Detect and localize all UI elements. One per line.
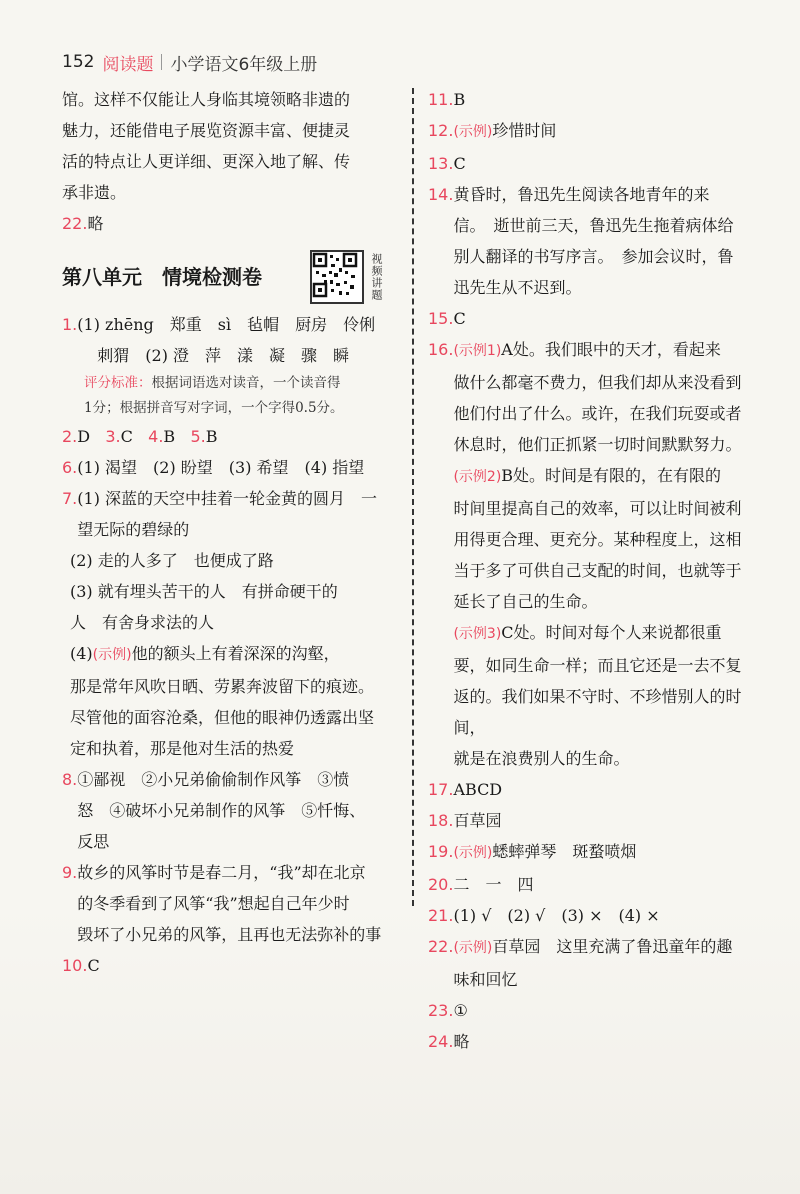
- question-number: 13.: [428, 154, 454, 173]
- answer-line: [453, 931, 765, 964]
- question-number: 22.: [62, 214, 88, 233]
- answer-6: [62, 452, 406, 483]
- answer-line: 尽管他的面容沧桑，但他的眼神仍透露出坚: [70, 708, 375, 727]
- answer-text: C: [87, 956, 100, 975]
- answer-line: 的冬季看到了风筝“我”想起自己年少时: [77, 894, 350, 913]
- answer-text: ①: [453, 1001, 468, 1020]
- answer-line: [453, 334, 765, 367]
- answer-text: B: [205, 427, 218, 446]
- question-number: 22.: [428, 937, 454, 956]
- qr-code-icon[interactable]: [310, 250, 364, 304]
- question-number: 19.: [428, 842, 454, 861]
- answer-text: 百草园 这里充满了鲁迅童年的趣: [492, 937, 733, 956]
- question-number: 23.: [428, 1001, 454, 1020]
- answer-19: [428, 836, 765, 869]
- answer-line: 那是常年风吹日晒、劳累奔波留下的痕迹。: [70, 677, 375, 696]
- answer-text: B处。时间是有限的，在有限的: [501, 466, 722, 485]
- answer-text: ABCD: [453, 780, 503, 799]
- answer-line: 做什么都毫不费力，但我们却从来没看到: [453, 373, 742, 392]
- question-number: 24.: [428, 1032, 454, 1051]
- answer-line: 时间里提高自己的效率，可以让时间被利: [453, 499, 742, 518]
- answer-text: A处。我们眼中的天才，看起来: [501, 340, 721, 359]
- answer-line: 望无际的碧绿的: [77, 520, 190, 539]
- question-number: 20.: [428, 875, 454, 894]
- question-number: 17.: [428, 780, 454, 799]
- answer-20: [428, 869, 765, 900]
- question-number: 10.: [62, 956, 88, 975]
- answer-7: [62, 483, 406, 545]
- answer-line: 毁坏了小兄弟的风筝，且再也无法弥补的事: [77, 925, 382, 944]
- answer-line: 他们付出了什么。或许，在我们玩耍或者: [453, 404, 742, 423]
- intro-line: 活的特点让人更详细、更深入地了解、传: [62, 152, 351, 171]
- answer-line: [453, 460, 765, 493]
- sub-question-number: (4): [70, 644, 93, 663]
- answer-line: (3) 就有埋头苦干的人 有拼命硬干的: [70, 582, 338, 601]
- question-number: 16.: [428, 340, 454, 359]
- answer-line: 休息时，他们正抓紧一切时间默默努力。: [453, 435, 742, 454]
- column-divider: [412, 88, 414, 906]
- answer-2-5: [62, 421, 406, 452]
- question-number: 6.: [62, 458, 78, 477]
- answer-line: (1) 深蓝的天空中挂着一轮金黄的圆月 一: [77, 489, 378, 508]
- answer-text: 百草园: [453, 811, 502, 830]
- question-number: 7.: [62, 489, 78, 508]
- answer-line: 要，如同生命一样；而且它还是一去不复: [453, 656, 742, 675]
- answer-line: (2) 走的人多了 也便成了路: [70, 551, 274, 570]
- example-tag: (示例2): [453, 469, 502, 485]
- example-tag: (示例): [453, 124, 493, 140]
- question-number: 15.: [428, 309, 454, 328]
- answer-text: 蟋蟀弹琴 斑蝥喷烟: [492, 842, 637, 861]
- question-number: 9.: [62, 863, 78, 882]
- answer-11: [428, 84, 765, 115]
- answer-text: C: [453, 154, 466, 173]
- answer-17: [428, 774, 765, 805]
- page-header: [62, 50, 317, 74]
- answer-text: 略: [87, 214, 104, 233]
- answer-line: 用得更合理、更充分。某种程度上，这相: [453, 530, 742, 549]
- page-number: 152: [62, 52, 95, 72]
- criteria-label: 评分标准：: [84, 375, 152, 391]
- example-tag: (示例): [92, 647, 132, 663]
- answer-line: 故乡的风筝时节是春二月，“我”却在北京: [77, 863, 366, 882]
- answer-line: 定和执着，那是他对生活的热爱: [70, 739, 295, 758]
- example-tag: (示例1): [453, 343, 502, 359]
- answer-21: [428, 900, 765, 931]
- answer-24: [428, 1026, 765, 1057]
- answer-16: [428, 334, 765, 774]
- section-label: 阅读题: [102, 54, 154, 75]
- scoring-criteria: [62, 371, 406, 421]
- question-number: 2.: [62, 427, 78, 446]
- answer-line: [62, 638, 406, 671]
- criteria-text: 1分；根据拼音写对字词，一个字得0.5分。: [84, 400, 344, 416]
- intro-line: 魅力，还能借电子展览资源丰富、便捷灵: [62, 121, 351, 140]
- answer-line: 反思: [77, 832, 110, 851]
- answer-line: 人 有舍身求法的人: [70, 613, 215, 632]
- answer-23: [428, 995, 765, 1026]
- answer-line: 别人翻译的书写序言。 参加会议时，鲁: [453, 247, 734, 266]
- answer-line: 信。 逝世前三天，鲁迅先生拖着病体给: [453, 216, 734, 235]
- answer-text: 二 一 四: [453, 875, 534, 894]
- question-number: 5.: [190, 427, 206, 446]
- right-column: [428, 84, 765, 1057]
- answer-8: [62, 764, 406, 857]
- answer-text: 他的额头上有着深深的沟壑，: [131, 644, 340, 663]
- answer-15: [428, 303, 765, 334]
- answer-line: 延长了自己的生命。: [453, 592, 598, 611]
- unit-title: 第八单元 情境检测卷: [62, 264, 262, 289]
- answer-text: C处。时间对每个人来说都很重: [501, 623, 722, 642]
- answer-text: C: [120, 427, 133, 446]
- criteria-text: 根据词语选对读音，一个读音得: [151, 375, 341, 391]
- answer-22-right: [428, 931, 765, 995]
- answer-line: 返的。我们如果不守时、不珍惜别人的时间，: [453, 687, 742, 737]
- answer-text: D: [77, 427, 91, 446]
- question-number: 1.: [62, 315, 78, 334]
- book-title: 小学语文6年级上册: [170, 54, 318, 75]
- answer-line: 就是在浪费别人的生命。: [453, 749, 630, 768]
- answer-text: 珍惜时间: [492, 121, 557, 140]
- video-explanation-label: 视频讲题: [370, 253, 383, 301]
- answer-line: 刺猬 (2) 澄 萍 漾 凝 骤 瞬: [97, 346, 350, 365]
- answer-line: (1) zhēng 郑重 sì 毡帽 厨房 伶俐: [77, 315, 376, 334]
- question-number: 21.: [428, 906, 454, 925]
- answer-line: ①鄙视 ②小兄弟偷偷制作风筝 ③愤: [77, 770, 350, 789]
- answer-line: [453, 617, 765, 650]
- intro-line: 馆。这样不仅能让人身临其境领略非遗的: [62, 90, 351, 109]
- example-tag: (示例): [453, 940, 493, 956]
- answer-text: 略: [453, 1032, 470, 1051]
- answer-line: 当于多了可供自己支配的时间，也就等于: [453, 561, 742, 580]
- answer-text: C: [453, 309, 466, 328]
- question-number: 14.: [428, 185, 454, 204]
- question-number: 11.: [428, 90, 454, 109]
- intro-line: 承非遗。: [62, 183, 127, 202]
- answer-12: [428, 115, 765, 148]
- answer-22-left: [62, 208, 406, 239]
- unit-title-row: [62, 249, 406, 305]
- answer-line: 迅先生从不迟到。: [453, 278, 582, 297]
- answer-text: B: [163, 427, 176, 446]
- answer-1: [62, 309, 406, 371]
- answer-18: [428, 805, 765, 836]
- answer-text: (1) √ (2) √ (3) × (4) ×: [453, 906, 660, 925]
- answer-9: [62, 857, 406, 950]
- question-number: 4.: [148, 427, 164, 446]
- example-tag: (示例): [453, 845, 493, 861]
- answer-10: [62, 950, 406, 981]
- question-number: 3.: [105, 427, 121, 446]
- question-number: 12.: [428, 121, 454, 140]
- left-column: [62, 84, 406, 981]
- answer-13: [428, 148, 765, 179]
- answer-14: [428, 179, 765, 303]
- question-number: 8.: [62, 770, 78, 789]
- answer-line: 黄昏时，鲁迅先生阅读各地青年的来: [453, 185, 710, 204]
- answer-text: B: [453, 90, 466, 109]
- answer-line: 味和回忆: [453, 970, 518, 989]
- header-separator: [161, 54, 162, 70]
- question-number: 18.: [428, 811, 454, 830]
- answer-text: (1) 渴望 (2) 盼望 (3) 希望 (4) 指望: [77, 458, 365, 477]
- answer-line: 怒 ④破坏小兄弟制作的风筝 ⑤忏悔、: [77, 801, 366, 820]
- example-tag: (示例3): [453, 626, 502, 642]
